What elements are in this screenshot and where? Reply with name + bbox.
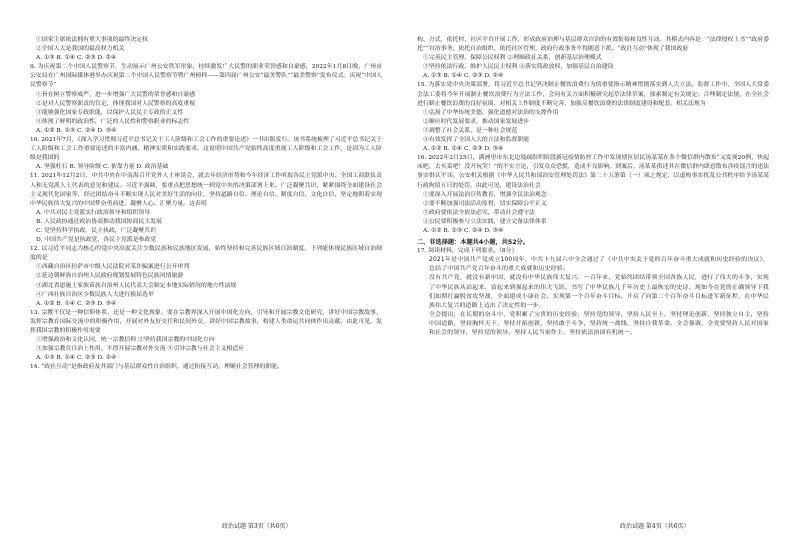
question-15: 15. 为落实党中央决策部署，将习近平总书记坚决制止餐饮浪费行为的重要指示精神贯彻落实到人大立法、监督工作中，全国人大常委会法工委将今年开展制止餐饮浪费行为立法工作，会同有关方面积极研究起草法律草案，探索制定有关规定；合理制定法规，在全社会进行制止餐饮浪费的良好氛围，对相关工作制度不断完善、加强反餐饮浪费的法律制度建设和配套。相关法规为: [417, 82, 769, 107]
left-line: ②是对人民警察职责的肯定，体现我国对人民警察的高度重视: [36, 100, 196, 107]
right-line: 构、方式，依托村、社区平台开展工作，形成政府治理与基层群众自治的有效衔接和良性互动。其模式内容是：“法律授权上书”“政府委托”“自治事务，依托自治组织，依托社区管理，政府行政事务不得随意下派。“政社互动”体现了我国政府: [417, 37, 769, 53]
question-10: 10. 2021年7月，《深入学习贯彻习近平总书记关于工人阶级和工会工作的重要论述》一书出版发行。该书系统梳理了习近平总书记关于工人阶级和工会工作重要论述的丰富内涵、精神实质和实践要求。这说明中国共产党始终高度重视工人阶级和工会工作，是因为工人阶级是我国的: [30, 137, 382, 162]
left-line: A. ①② B. ①④ C. ②③ D. ③④: [36, 300, 117, 307]
left-line: B. 人民政协通过政治协商推动我国协商民主发展: [36, 218, 162, 225]
left-line: ②全国人大是我国的最高权力机关: [36, 46, 125, 53]
left-line: D. 中国共产党是执政党，各民主党派是参政党: [36, 237, 157, 244]
question-11: 11. 2021年12月2日，中共中央在中南海召开党外人士座谈会，就去年经济形势和今年经济工作听取各民主党派中央、全国工商联负责人和无党派人士代表的意见和建议。习近平强调，要重点把思想统一到党中央的决策部署上来，广泛凝聚共识，紧紧围绕全面建设社会主义现代化国家等，经过团结奋斗不断实现人民对美好生活的向往，坚持道路自信、理论自信、制度自信、文化自信，坚定地朝着实现中华民族伟大复兴的中国梦奋勇前进，凝聚人心、汇聚力量。这表明: [30, 173, 382, 207]
question-16: 16. 2022年2月25日，满洲里市东北边境疏组织阶段新冠疫情防控工作中发现辖区居民汤某某在多个微信群内散布“又发现20例，快起床吧，去买菜吧！没开玩笑！”的不实言论，引发众众恐慌，造成不良影响。到案后，汤某某供述其在微信群内肆意散布涉疫谣言的违法事实供认不讳。公安机关根据《中华人民共和国治安管理处罚法》第二十五条第（一）项之规定，以虚构事实扰乱公共秩序给予汤某某行政拘留五日的处罚。由此可见，建设法治社会: [417, 155, 769, 189]
right-line: A. ①② B. ①④ C. ②③ D. ③④: [423, 146, 504, 153]
material-paragraph: 全会提出，在长期的奋斗中，党积累了宝贵的历史经验：坚持党的领导，坚持人民至上，坚持理论创新，坚持独立自主，坚持中国道路，坚持胸怀天下，坚持开拓创新，坚持敢于斗争，坚持统一战线，坚持自我革命。全会强调，全党要坚持人民对国家和社会的领导，坚持党的领导，坚持人民当家作主，坚持依法治国有机统一。: [429, 311, 769, 336]
right-line: ③坚持依法行政，维护人民民主权利 ④落实简政放权，加强基层自治建设: [423, 64, 614, 71]
question-13: 13. 宗教不仅是一种信仰体系，还是一种文化现象。要在宗教界深入开展中国化方向，引导和开展宗教文化研究，讲好中国宗教故事，发挥宗教在国际交流中的积极作用，开展对外友好交往和民间外交，讲好中国宗教故事，构建人类命运共同体作出贡献。由此可见，发挥我国宗教的积极作用需要: [30, 309, 382, 334]
question-17: 17. 阅读材料，完成下列要求。（8分）: [417, 248, 518, 255]
material-paragraph: 没有共产党，就没有新中国，就没有中华民族伟大复兴。一百年来，党始终团结带领全国各族人民，进行了伟大的斗争，实现了中华民族从站起来、富起来到强起来的伟大飞跃。书写了中华民族几千年历史上最恢宏的史诗。现如今在党的正确领导下我们如期打赢脱贫攻坚战，全面建成小康社会，实现第一个百年奋斗目标，开启了向第二个百年奋斗目标进军新征程，在中华民族伟大复兴的道路上迈出了决定性的一步。: [429, 275, 769, 309]
right-line: ①弘扬了中华传统美德，强化道德对法治的支撑作用: [423, 109, 559, 116]
page-footer-left: 政治试题 第3页（共6页）: [222, 523, 292, 530]
left-line: ①旨在树立警察威严，进一步增强广大民警的荣誉感和自豪感: [36, 91, 196, 98]
left-line: A. ①③ B. ①④ C. ②③ D. ②④: [36, 355, 117, 362]
left-line: C. 党坚持科学执政、民主执政，广泛凝聚共识: [36, 227, 156, 234]
page-footer-right: 政治试题 第4页（共6页）: [620, 523, 690, 530]
left-line: A. 中共对民主党派实行政治领导和组织领导: [36, 209, 151, 216]
left-line: ③湖北省恩施土家族苗族自治州人民代表大会制定本地实际情况的地方性法规: [36, 282, 237, 289]
left-line: ②延边朝鲜族自治州人民政府规划发展特色民族风情旅游: [36, 273, 184, 280]
right-line: ③政府要依法全依法必究，带动社会遵守法: [423, 209, 535, 216]
section-title: 二、非选择题：本题共4小题，共52分。: [417, 239, 529, 247]
left-line: ①增强政治和文化认同，统一宗教信仰 ②坚持我国宗教的中国化方向: [36, 337, 215, 344]
left-line: A. 坚强柱石 B. 领导阶级 C. 依靠力量 D. 政治基础: [36, 164, 169, 171]
right-line: A. ①③ B. ①④ C. ②③ D. ②④: [423, 73, 504, 80]
right-line: ③调整了社会关系，是一种社会规范: [423, 127, 518, 134]
right-line: ②顺应时代发展要求，推动国家发展进步: [423, 118, 530, 125]
question-12: 12. 以习近平同志为核心的党中央高度关注少数民族和民族地区发展，始终坚持和完善民族区域自治制度。下列能体现民族区域自治制度的是: [30, 246, 382, 262]
right-line: ④公民要积极参与立法实践，建立完备法律体系: [423, 218, 547, 225]
left-line: A. ①② B. ①③ C. ②④ D. ③④: [36, 127, 117, 134]
left-line: ④体现了鲜明的政治性，广泛的人民性和警察职业的标志性: [36, 118, 190, 125]
right-line: ④有效发挥了全国人大的立法和监督职能: [423, 137, 530, 144]
left-line: A. ①③ B. ①④ C. ②③ D. ②④: [36, 55, 117, 62]
right-column: [417, 36, 769, 338]
question-9: 9. 为庆祝第二个中国人民警察节，生动展示广州公安铁军形象，持续激发广大民警的职业荣誉感和自豪感，2022年1月8日晚，广州市公安局在广州国际媒体港举办庆祝第二个中国人民警察节暨广州榜样——第四届广州公安“最美警队”“最美警察”发布仪式。庆祝“中国人民警察节”: [30, 64, 382, 89]
question-14: 14. “政社互动”是指政府及其部门与基层群众性自治组织，通过衔接互动，理顺社会管理的职能、: [30, 364, 283, 371]
left-line: ③能够强化国家专政职能，以保护人民民主专政的正义性: [36, 109, 184, 116]
left-line: ①西藏自治区拉萨市中级人民法院对某诈骗案进行公开审判: [36, 264, 190, 271]
right-line: A. ①② B. ①③ C. ②④ D. ③④: [423, 227, 504, 234]
right-line: ②要不断加强司法活动监督，切实保障公平正义: [423, 200, 547, 207]
left-column: [30, 36, 382, 372]
left-line: ①国家主席依法拥有重大事项的最终决定权: [36, 37, 148, 43]
left-line: ③加强宗教在自治上作用，不得开展宗教对外交流 ④引导宗教与社会主义相适应: [36, 346, 245, 353]
right-line: ①完善民主管理，保障公民权利 ②理顺政社关系，创新基层治理模式: [423, 55, 602, 62]
left-line: ④广西壮族自治区少数民族人大进行换届选举: [36, 291, 154, 298]
right-line: ①要深入开展法治宣传教育，增强全民法治观念: [423, 191, 547, 198]
material-paragraph: 2021年是中国共产党成立100周年。中共十九届六中全会通过了《中共中央关于党的百年奋斗重大成就和历史经验的决议》，总结了中国共产党百年奋斗的重大成就和历史经验。: [429, 257, 769, 273]
